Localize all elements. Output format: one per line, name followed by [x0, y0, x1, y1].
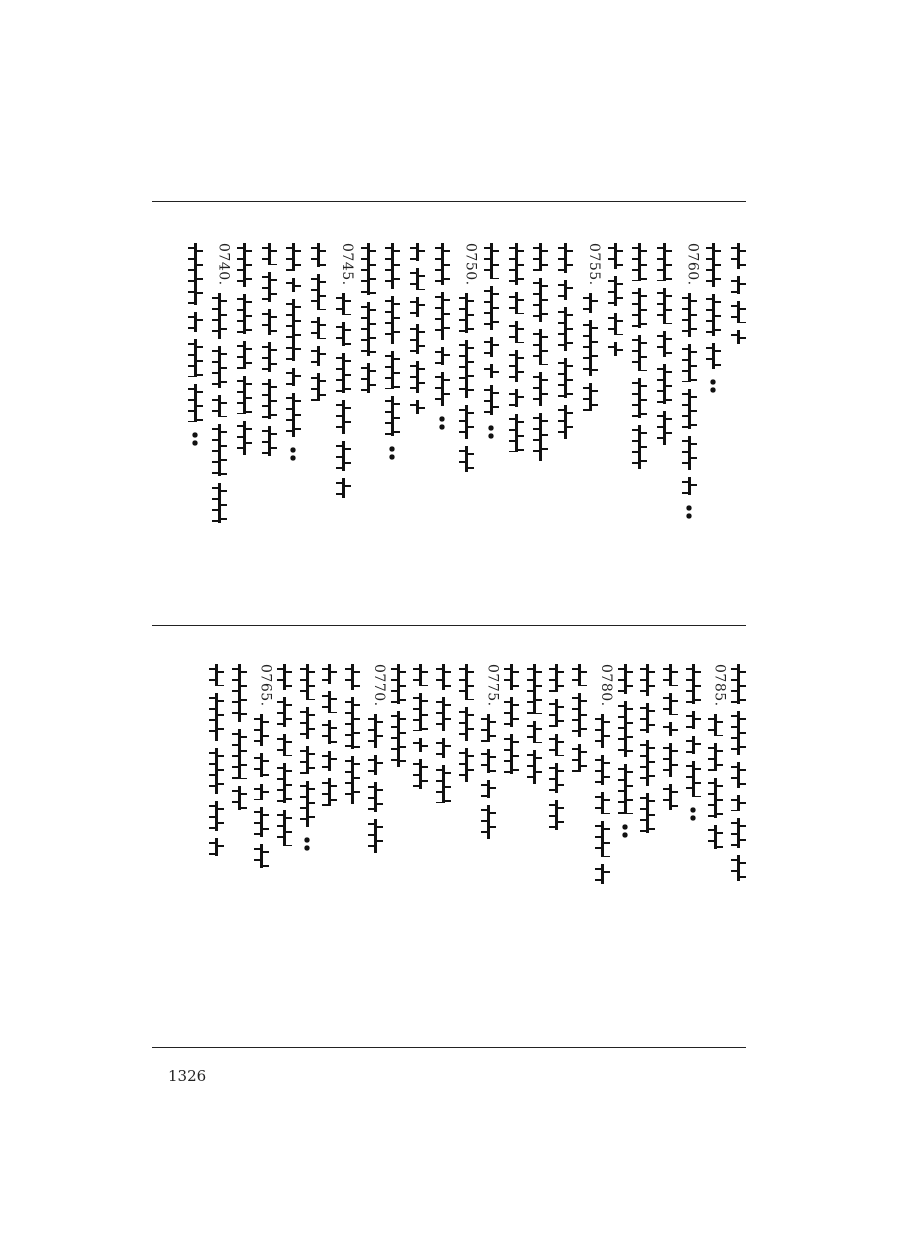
script-word — [592, 864, 612, 884]
script-word — [637, 793, 657, 833]
script-word — [365, 714, 385, 748]
script-word — [229, 786, 249, 810]
script-word — [478, 805, 498, 839]
script-word — [728, 301, 748, 323]
script-word — [530, 278, 550, 322]
script-word — [679, 436, 699, 470]
script-word — [297, 781, 317, 827]
script-word — [432, 372, 452, 406]
script-word — [654, 411, 674, 445]
script-word — [185, 243, 205, 305]
punctuation-mark — [191, 431, 199, 447]
script-word — [530, 329, 550, 365]
script-word — [703, 294, 723, 336]
script-word — [274, 697, 294, 727]
script-word — [407, 297, 427, 317]
script-word — [530, 372, 550, 406]
script-word — [605, 276, 625, 306]
script-word — [481, 364, 501, 378]
script-word — [333, 400, 353, 434]
script-word — [407, 400, 427, 414]
script-word — [283, 243, 303, 271]
script-word — [251, 753, 271, 777]
script-word — [660, 743, 680, 777]
script-word — [654, 288, 674, 324]
script-word — [615, 764, 635, 814]
script-word — [333, 478, 353, 498]
script-word — [456, 664, 476, 700]
line-number: 0765. — [257, 664, 274, 707]
script-word — [580, 293, 600, 313]
script-word — [259, 309, 279, 335]
script-word — [506, 243, 526, 285]
script-word — [546, 734, 566, 756]
script-word — [229, 729, 249, 779]
script-word — [530, 413, 550, 461]
script-word — [185, 312, 205, 332]
punctuation-mark — [621, 823, 629, 839]
script-word — [569, 693, 589, 737]
script-word — [251, 784, 271, 800]
script-word — [206, 664, 226, 686]
line-number: 0760. — [684, 243, 701, 286]
script-word — [319, 778, 339, 806]
script-word — [481, 337, 501, 357]
script-word — [365, 819, 385, 853]
script-word — [407, 361, 427, 393]
script-word — [703, 243, 723, 287]
script-word — [679, 477, 699, 495]
script-word — [555, 307, 575, 351]
script-word — [308, 346, 328, 366]
punctuation-mark — [388, 445, 396, 461]
script-word — [501, 664, 521, 690]
script-word — [388, 711, 408, 767]
script-word — [234, 243, 254, 287]
script-word — [592, 755, 612, 785]
script-word — [703, 343, 723, 369]
line-number: 0785. — [711, 664, 728, 707]
punctuation-mark — [289, 446, 297, 462]
script-word — [679, 293, 699, 337]
punctuation-mark — [438, 415, 446, 431]
script-word — [660, 693, 680, 715]
script-word — [629, 243, 649, 281]
script-word — [365, 755, 385, 775]
script-word — [629, 425, 649, 469]
script-word — [319, 720, 339, 744]
script-word — [410, 664, 430, 686]
script-word — [433, 765, 453, 803]
script-word — [407, 268, 427, 290]
script-word — [683, 664, 703, 704]
top-rule — [152, 201, 746, 202]
script-word — [506, 389, 526, 407]
punctuation-mark — [709, 378, 717, 394]
script-word — [234, 294, 254, 334]
script-word — [234, 376, 254, 414]
script-word — [456, 748, 476, 782]
punctuation-mark — [303, 836, 311, 852]
script-word — [342, 664, 362, 690]
script-word — [333, 353, 353, 393]
script-word — [209, 424, 229, 476]
script-word — [274, 734, 294, 756]
script-word — [365, 782, 385, 812]
script-word — [283, 278, 303, 292]
punctuation-mark — [487, 424, 495, 440]
line-number: 0775. — [484, 664, 501, 707]
script-word — [478, 780, 498, 798]
script-word — [555, 243, 575, 273]
script-word — [342, 697, 362, 749]
script-word — [308, 373, 328, 401]
script-word — [456, 405, 476, 439]
script-word — [546, 664, 566, 692]
script-word — [506, 414, 526, 452]
script-word — [506, 350, 526, 382]
script-word — [251, 807, 271, 837]
script-word — [524, 664, 544, 714]
script-word — [297, 746, 317, 774]
script-word — [728, 818, 748, 848]
script-word — [705, 714, 725, 736]
script-word — [333, 293, 353, 315]
script-word — [456, 707, 476, 741]
script-word — [555, 358, 575, 398]
script-word — [637, 740, 657, 786]
script-word — [728, 855, 748, 881]
script-word — [660, 784, 680, 810]
script-word — [615, 664, 635, 694]
script-word — [683, 736, 703, 754]
script-word — [546, 800, 566, 830]
script-word — [297, 707, 317, 739]
script-word — [679, 389, 699, 429]
script-word — [728, 711, 748, 755]
script-word — [481, 286, 501, 330]
script-word — [274, 810, 294, 846]
script-word — [683, 711, 703, 729]
script-word — [283, 368, 303, 386]
script-word — [432, 347, 452, 365]
script-word — [705, 743, 725, 771]
script-word — [433, 697, 453, 731]
script-word — [333, 441, 353, 471]
script-word — [206, 838, 226, 856]
script-word — [185, 384, 205, 422]
script-word — [629, 288, 649, 328]
script-word — [629, 335, 649, 371]
script-word — [206, 801, 226, 831]
script-word — [546, 763, 566, 793]
punctuation-mark — [689, 806, 697, 822]
script-word — [297, 664, 317, 700]
script-word — [308, 317, 328, 339]
line-number: 0770. — [370, 664, 387, 707]
script-word — [274, 763, 294, 803]
script-word — [410, 693, 430, 731]
script-word — [382, 296, 402, 344]
script-word — [683, 761, 703, 797]
script-word — [229, 664, 249, 722]
script-word — [333, 322, 353, 346]
script-word — [209, 346, 229, 388]
script-word — [478, 749, 498, 773]
script-word — [705, 778, 725, 818]
script-word — [358, 363, 378, 393]
line-number: 0740. — [215, 243, 232, 286]
script-word — [432, 292, 452, 340]
script-word — [605, 342, 625, 356]
script-word — [259, 272, 279, 302]
script-word — [728, 243, 748, 269]
script-word — [679, 344, 699, 382]
script-word — [555, 405, 575, 439]
script-word — [569, 664, 589, 686]
middle-rule — [152, 625, 746, 626]
script-word — [259, 243, 279, 265]
script-word — [209, 483, 229, 523]
script-word — [546, 699, 566, 727]
script-word — [185, 339, 205, 377]
script-word — [728, 330, 748, 344]
script-word — [206, 748, 226, 794]
script-word — [530, 243, 550, 271]
script-word — [728, 762, 748, 788]
script-word — [456, 340, 476, 398]
script-word — [251, 714, 271, 746]
script-word — [358, 243, 378, 295]
script-word — [478, 714, 498, 742]
script-word — [234, 341, 254, 369]
line-number: 0780. — [597, 664, 614, 707]
script-word — [251, 844, 271, 868]
script-word — [206, 693, 226, 741]
script-word — [456, 293, 476, 333]
script-word — [615, 701, 635, 757]
script-word — [506, 292, 526, 314]
script-word — [388, 664, 408, 704]
script-word — [506, 321, 526, 343]
script-word — [637, 703, 657, 733]
script-word — [592, 792, 612, 814]
script-word — [410, 738, 430, 752]
page-number: 1326 — [168, 1067, 207, 1085]
line-number: 0745. — [338, 243, 355, 286]
script-word — [569, 744, 589, 772]
script-word — [234, 421, 254, 455]
script-word — [283, 393, 303, 437]
script-word — [592, 821, 612, 857]
script-word — [654, 331, 674, 357]
script-word — [456, 446, 476, 472]
script-word — [728, 276, 748, 294]
script-word — [501, 697, 521, 727]
script-word — [481, 243, 501, 279]
script-word — [605, 243, 625, 269]
script-word — [433, 738, 453, 758]
script-word — [555, 280, 575, 300]
script-word — [605, 313, 625, 335]
script-word — [407, 324, 427, 354]
script-word — [410, 759, 430, 789]
script-word — [728, 795, 748, 811]
script-word — [319, 751, 339, 771]
script-word — [524, 750, 544, 784]
script-word — [382, 243, 402, 289]
script-word — [592, 714, 612, 748]
script-word — [432, 243, 452, 285]
script-word — [259, 379, 279, 419]
punctuation-mark — [685, 504, 693, 520]
script-word — [501, 734, 521, 774]
script-word — [580, 383, 600, 411]
script-word — [274, 664, 294, 690]
script-word — [407, 243, 427, 261]
script-word — [481, 385, 501, 415]
script-word — [259, 426, 279, 456]
script-word — [433, 664, 453, 690]
script-word — [259, 342, 279, 372]
line-number: 0750. — [462, 243, 479, 286]
script-word — [209, 395, 229, 417]
script-word — [728, 664, 748, 704]
script-word — [382, 351, 402, 389]
script-word — [580, 320, 600, 376]
script-word — [654, 364, 674, 404]
script-word — [637, 664, 657, 696]
script-word — [358, 302, 378, 356]
script-word — [660, 722, 680, 736]
script-word — [283, 299, 303, 361]
script-word — [654, 243, 674, 281]
script-word — [524, 721, 544, 743]
script-word — [209, 293, 229, 339]
script-word — [342, 756, 362, 804]
script-word — [319, 691, 339, 713]
script-word — [308, 243, 328, 267]
script-word — [319, 664, 339, 684]
script-word — [308, 274, 328, 310]
script-word — [660, 664, 680, 686]
script-word — [382, 396, 402, 436]
script-word — [705, 825, 725, 849]
script-word — [629, 378, 649, 418]
line-number: 0755. — [585, 243, 602, 286]
bottom-rule — [152, 1047, 746, 1048]
